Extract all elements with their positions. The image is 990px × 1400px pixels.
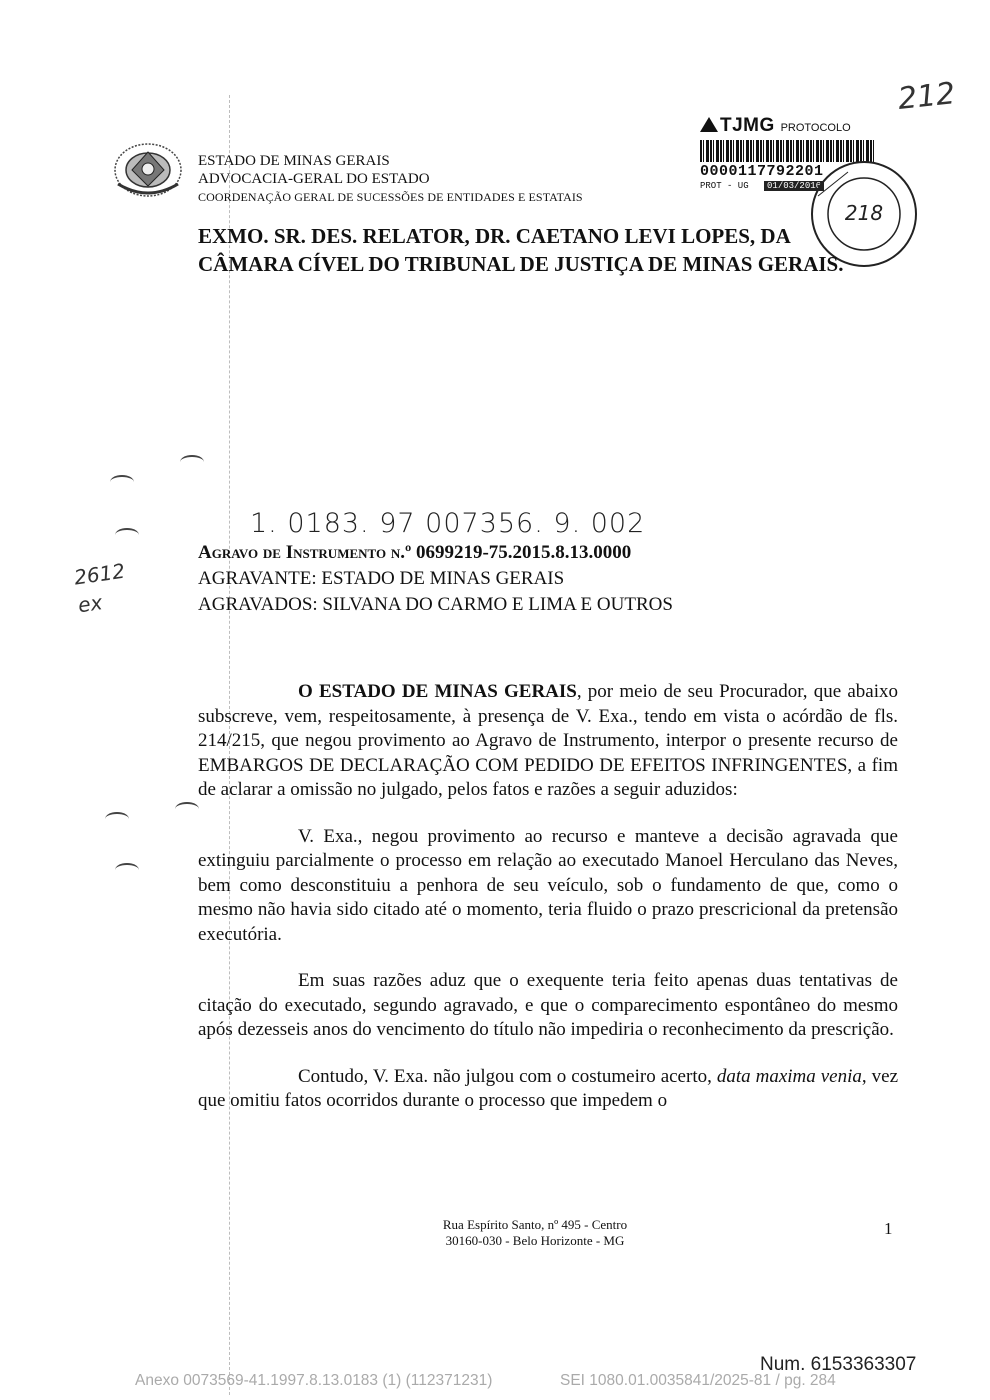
party-name: O ESTADO DE MINAS GERAIS [298,681,577,702]
protocol-brand [700,115,890,137]
handwritten-process-number: 1. 0183. 97 007356. 9. 002 [250,508,646,539]
footer-address-line-1: Rua Espírito Santo, nº 495 - Centro [442,1217,628,1232]
footer-page-number: 1 [884,1219,893,1238]
protocol-unit: PROT - UG [700,181,749,191]
paragraph-text: , por meio de seu Procurador, que abaixo subscreve, vem, respeitosamente, à presença de V. Exa., tendo em vista o acórdão de fls. 214/215, que negou provimento ao Agravo de Instrumento, interpor o presente recurso de EMBARGOS DE DECLARAÇÃO COM PEDIDO DE EFEITOS INFRINGENTES, a fim de aclarar a omissão no julgado, pelos fatos e razões a seguir aduzidos: [198,681,899,800]
hand-mark [105,812,129,826]
addressee-line-2: CÂMARA CÍVEL DO TRIBUNAL DE JUSTIÇA DE MINAS GERAIS. [198,252,844,276]
paragraph: V. Exa., negou provimento ao recurso e manteve a decisão agravada que extinguiu parcialmente o processo em relação ao executado Manoel Herculano das Neves, bem como desconstituiu a penhora de seu veículo, sob o fundamento de que, como o mesmo não havia sido citado até o momento, teria fluido o prazo prescricional da pretensão executória. [198,825,898,945]
header-agency: ADVOCACIA-GERAL DO ESTADO [198,171,430,187]
coat-of-arms-icon [112,140,184,200]
footer-address-line-2: 30160-030 - Belo Horizonte - MG [445,1233,625,1248]
handwritten-page-number: 212 [896,76,957,117]
side-note-line-2: ex [76,590,104,618]
handwritten-side-note [72,557,130,620]
protocol-brand-text: TJMG [720,115,775,136]
annex-reference: Anexo 0073569-41.1997.8.13.0183 (1) (112371231) [135,1372,493,1389]
case-info [198,540,673,618]
case-agravados: AGRAVADOS: SILVANA DO CARMO E LIMA E OUTROS [198,594,673,615]
addressee [198,222,898,278]
paragraph [198,1065,898,1114]
paragraph [198,680,898,803]
protocol-brand-sub: PROTOCOLO [780,122,851,134]
protocol-date: 01/03/2016 [764,181,824,191]
petition-body [198,680,898,1136]
protocol-number: 0000117792201 [700,163,824,180]
latin-phrase: data maxima venia [716,1065,862,1087]
hand-mark [180,455,204,469]
hand-mark [115,528,139,542]
case-label: Agravo de Instrumento n.º [198,542,412,563]
stamp-handwritten: 218 [844,201,884,225]
case-agravante: AGRAVANTE: ESTADO DE MINAS GERAIS [198,568,565,589]
hand-mark [110,475,134,489]
hand-mark [115,863,139,877]
paragraph: Em suas razões aduz que o exequente teria feito apenas duas tentativas de citação do executado, segundo agravado, e que o comparecimento espontâneo do mesmo após dezesseis anos do vencimento do título não impediria o reconhecimento da prescrição. [198,970,898,1040]
tjmg-logo-icon [700,117,718,132]
header-state: ESTADO DE MINAS GERAIS [198,153,390,169]
document-num: Num. 6153363307 [760,1354,917,1375]
case-number: 0699219-75.2015.8.13.0000 [415,542,632,563]
institution-header [198,152,583,206]
paragraph-text: Contudo, V. Exa. não julgou com o costumeiro acerto, [298,1065,717,1087]
side-note-line-1: 2612 [72,558,127,590]
footer-address [380,1217,690,1249]
case-number-line [198,540,673,566]
addressee-line-1: EXMO. SR. DES. RELATOR, DR. CAETANO LEVI LOPES, DA [198,224,791,248]
sei-reference: SEI 1080.01.0035841/2025-81 / pg. 284 [560,1372,836,1389]
paragraph-text: , vez que omitiu fatos ocorridos durante o processo que impedem o [198,1065,899,1111]
hand-mark [175,802,199,816]
header-coordination: COORDENAÇÃO GERAL DE SUCESSÕES DE ENTIDADES E ESTATAIS [198,190,583,204]
